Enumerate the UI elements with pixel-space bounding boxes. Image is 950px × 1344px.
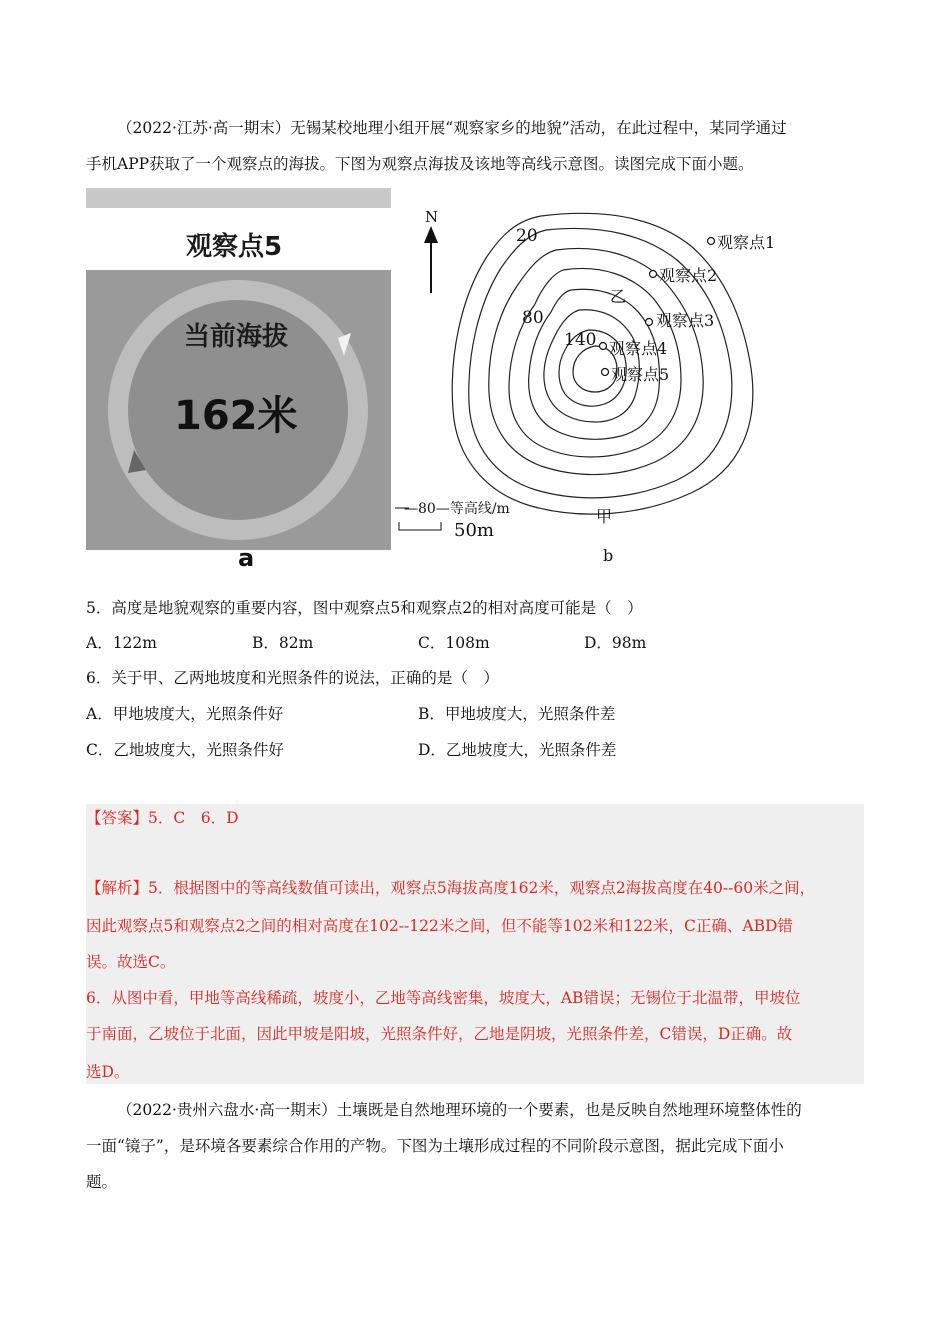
intro2-line-1: （2022·贵州六盘水·高一期末）土壤既是自然地理环境的一个要素，也是反映自然地理环境整体性的 <box>117 1101 802 1119</box>
figure-a-caption: a <box>238 544 255 572</box>
observation-point-2-label: 观察点2 <box>659 266 718 285</box>
figure <box>86 188 786 578</box>
intro-line-2: 手机APP获取了一个观察点的海拔。下图为观察点海拔及该地等高线示意图。读图完成下面小题。 <box>86 155 754 173</box>
intro2-line-3: 题。 <box>86 1173 118 1191</box>
analysis-line-2: 因此观察点5和观察点2之间的相对高度在102--122米之间，但不能等102米和122米，C正确、ABD错 <box>86 917 793 935</box>
answer-line <box>86 800 866 836</box>
figure-b-caption: b <box>603 546 614 565</box>
observation-point-1-marker <box>708 238 715 245</box>
answer-text: 5．C 6．D <box>148 809 239 827</box>
analysis-line-1 <box>86 870 866 906</box>
analysis-line-6: 选D。 <box>86 1063 130 1081</box>
observation-point-2-marker <box>650 271 657 278</box>
observation-point-4-label: 观察点4 <box>609 339 668 358</box>
analysis-text-1: 5．根据图中的等高线数值可读出，观察点5海拔高度162米，观察点2海拔高度在40--60米之间， <box>148 879 816 897</box>
scale-label: 50m <box>454 520 494 541</box>
observation-point-3-label: 观察点3 <box>656 311 715 330</box>
question-5-option-a: A．122m <box>86 634 157 652</box>
place-label-yi: 乙 <box>610 287 627 306</box>
figure-a-top-bar <box>86 188 391 208</box>
observation-point-5-marker <box>602 369 609 376</box>
question-6-stem: 6．关于甲、乙两地坡度和光照条件的说法，正确的是（ ） <box>86 669 499 687</box>
north-label: N <box>425 208 439 226</box>
observation-point-1-label: 观察点1 <box>717 233 776 252</box>
north-arrow-head <box>424 226 438 243</box>
analysis-tag: 【解析】 <box>86 879 149 897</box>
legend-contour-label: —80—等高线/m <box>404 501 510 517</box>
question-5-option-c: C．108m <box>418 634 490 652</box>
analysis-line-5: 于南面，乙坡位于北面，因此甲坡是阳坡，光照条件好，乙地是阴坡，光照条件差，C错误，D正确。故 <box>86 1025 793 1043</box>
contour-label-80: 80 <box>522 308 544 328</box>
analysis-line-3: 误。故选C。 <box>86 953 176 971</box>
figure-a-title: 观察点5 <box>186 232 283 262</box>
contour-label-20: 20 <box>516 226 538 246</box>
place-label-jia: 甲 <box>596 507 613 526</box>
intro-line-1: （2022·江苏·高一期末）无锡某校地理小组开展“观察家乡的地貌”活动，在此过程中，某同学通过 <box>117 119 787 137</box>
question-6-option-d: D．乙地坡度大，光照条件差 <box>418 741 617 759</box>
question-6-option-a: A．甲地坡度大，光照条件好 <box>86 705 284 723</box>
question-5-option-b: B．82m <box>252 634 314 652</box>
answer-tag: 【答案】 <box>86 809 149 827</box>
contour-label-140: 140 <box>564 330 597 350</box>
observation-point-4-marker <box>600 343 607 350</box>
question-6-option-b: B．甲地坡度大，光照条件差 <box>418 705 616 723</box>
figure-a-label: 当前海拔 <box>184 322 289 352</box>
question-6-option-c: C．乙地坡度大，光照条件好 <box>86 741 284 759</box>
question-5-stem: 5．高度是地貌观察的重要内容，图中观察点5和观察点2的相对高度可能是（ ） <box>86 599 643 617</box>
figure-a-elevation-value: 162米 <box>174 393 298 439</box>
observation-point-3-marker <box>646 319 653 326</box>
analysis-line-4: 6．从图中看，甲地等高线稀疏，坡度小，乙地等高线密集，坡度大，AB错误；无锡位于北温带，甲坡位 <box>86 989 801 1007</box>
question-5-option-d: D．98m <box>584 634 647 652</box>
intro2-line-2: 一面“镜子”，是环境各要素综合作用的产物。下图为土壤形成过程的不同阶段示意图，据此完成下面小 <box>86 1137 784 1155</box>
observation-point-5-label: 观察点5 <box>611 365 670 384</box>
scale-bar <box>399 522 441 530</box>
